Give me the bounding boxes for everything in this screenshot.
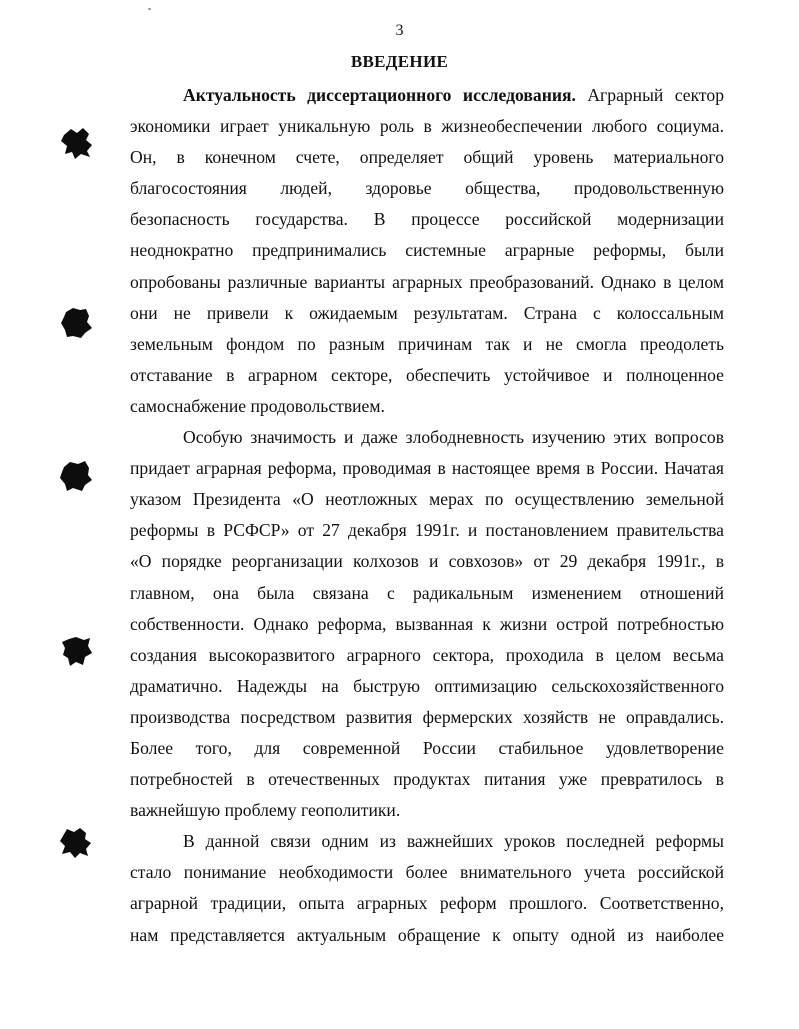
paragraph-3-line: аграрной традиции, опыта аграрных реформ прошлого. Соответственно, — [130, 893, 724, 914]
section-heading: ВВЕДЕНИЕ — [350, 52, 449, 71]
binder-hole-blot — [58, 459, 94, 493]
paragraph-2-line: создания высокоразвитого аграрного сектора, проходила в целом весьма — [130, 644, 724, 665]
scan-speck — [148, 8, 151, 10]
paragraph-2-line: важнейшую проблему геополитики. — [130, 800, 401, 821]
binder-hole-blot — [60, 126, 96, 160]
paragraph-2-line: Особую значимость и даже злободневность изучению этих вопросов — [183, 427, 724, 448]
paragraph-2-line: главном, она была связана с радикальным изменением отношений — [130, 582, 724, 603]
paragraph-3-line: стало понимание необходимости более внимательного учета российской — [130, 862, 724, 883]
paragraph-1-line: Он, в конечном счете, определяет общий уровень материального — [130, 147, 724, 168]
paragraph-1-line: самоснабжение продовольствием. — [130, 395, 385, 416]
paragraph-1-line: они не привели к ожидаемым результатам. Страна с колоссальным — [130, 302, 724, 323]
paragraph-2-line: производства посредством развития фермерских хозяйств не оправдались. — [130, 706, 724, 727]
paragraph-3-line: В данной связи одним из важнейших уроков последней реформы — [183, 831, 724, 852]
page-number: 3 — [395, 22, 404, 39]
paragraph-1-line: отставание в аграрном секторе, обеспечить устойчивое и полноценное — [130, 364, 724, 385]
paragraph-1-line: экономики играет уникальную роль в жизнеобеспечении любого социума. — [130, 116, 724, 137]
binder-hole-blot — [59, 306, 95, 340]
body-text — [130, 80, 724, 951]
paragraph-2-line: реформы в РСФСР» от 27 декабря 1991г. и постановлением правительства — [130, 520, 724, 541]
paragraph-2-line: драматично. Надежды на быструю оптимизацию сельскохозяйственного — [130, 675, 724, 696]
paragraph-2-line: указом Президента «О неотложных мерах по осуществлению земельной — [130, 489, 724, 510]
paragraph-1-line: опробованы различные варианты аграрных преобразований. Однако в целом — [130, 271, 724, 292]
paragraph-1-line-text: Аграрный сектор — [575, 85, 724, 105]
paragraph-1-line: земельным фондом по разным причинам так и не смогла преодолеть — [130, 333, 724, 354]
paragraph-2-line: «О порядке реорганизации колхозов и совхозов» от 29 декабря 1991г., в — [130, 551, 724, 572]
paragraph-3-line: нам представляется актуальным обращение к опыту одной из наиболее — [130, 924, 724, 945]
paragraph-2-line: придает аграрная реформа, проводимая в настоящее время в России. Начатая — [130, 458, 724, 479]
paragraph-1-line: благосостояния людей, здоровье общества, продовольственную — [130, 178, 724, 199]
paragraph-1-lead: Актуальность диссертационного исследования. — [183, 85, 576, 105]
paragraph-2-line: собственности. Однако реформа, вызванная к жизни острой потребностью — [130, 613, 724, 634]
paragraph-1-line: безопасность государства. В процессе российской модернизации — [130, 209, 724, 230]
binder-hole-blot — [59, 635, 95, 669]
paragraph-2-line: Более того, для современной России стабильное удовлетворение — [130, 737, 724, 758]
paragraph-1-line-1 — [130, 80, 724, 111]
paragraph-1-line: неоднократно предпринимались системные аграрные реформы, были — [130, 240, 724, 261]
binder-hole-blot — [58, 826, 94, 860]
paragraph-2-line: потребностей в отечественных продуктах питания уже превратилось в — [130, 769, 724, 790]
